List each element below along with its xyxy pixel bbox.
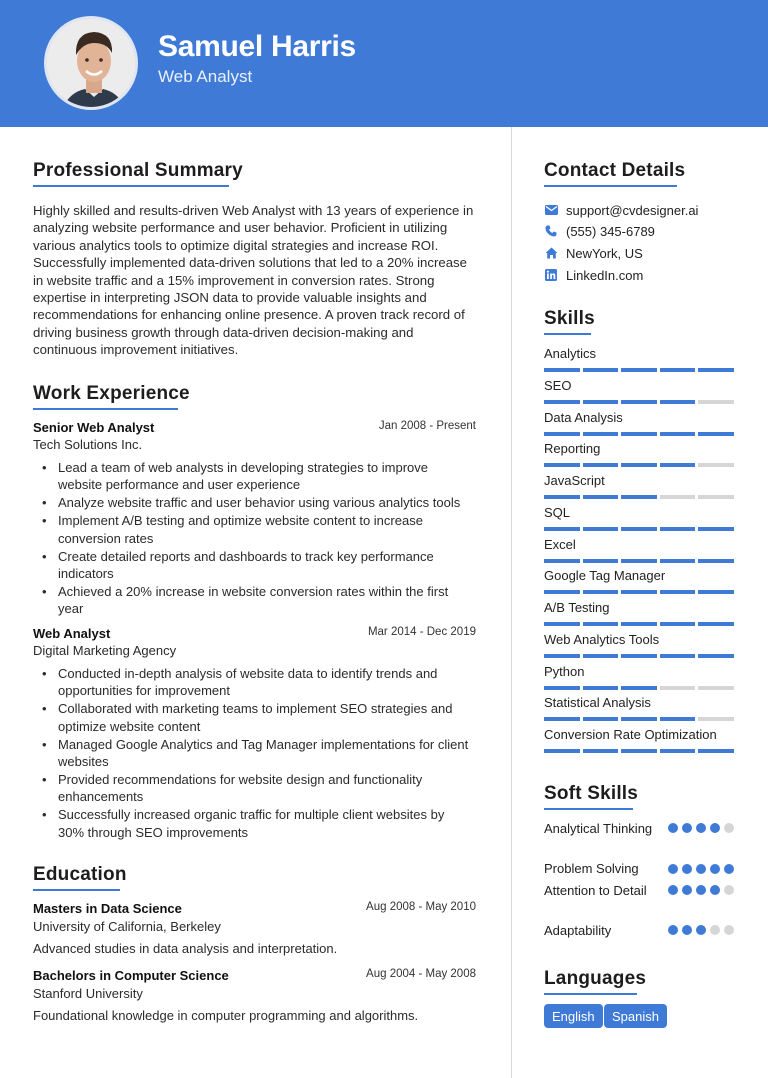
skill-name: JavaScript — [544, 473, 605, 488]
skill-level-bar — [544, 463, 734, 467]
skill-level-segment — [583, 463, 619, 467]
skill-level-bar — [544, 622, 734, 626]
rating-dot — [696, 925, 706, 935]
skill-level-segment — [621, 432, 657, 436]
skill-level-segment — [544, 590, 580, 594]
rating-dot — [682, 925, 692, 935]
skill-level-bar — [544, 749, 734, 753]
contact-phone-text: (555) 345-6789 — [566, 223, 655, 239]
skill-level-segment — [621, 400, 657, 404]
soft-skill-name: Analytical Thinking — [544, 821, 653, 836]
skill-level-segment — [621, 495, 657, 499]
skill-level-segment — [621, 463, 657, 467]
education-heading: Education — [33, 864, 127, 885]
summary-heading: Professional Summary — [33, 160, 243, 181]
job-bullets — [42, 459, 472, 618]
skill-level-segment — [660, 622, 696, 626]
skill-name: Reporting — [544, 441, 601, 456]
avatar — [44, 16, 138, 110]
skill-name: Web Analytics Tools — [544, 632, 660, 647]
rating-dot — [696, 823, 706, 833]
contact-linkedin-text: LinkedIn.com — [566, 267, 644, 283]
skill-level-segment — [583, 400, 619, 404]
rating-dot — [696, 885, 706, 895]
skills-heading: Skills — [544, 308, 595, 329]
job-date: Jan 2008 - Present — [378, 420, 476, 432]
job-date: Mar 2014 - Dec 2019 — [367, 626, 476, 638]
skill-level-segment — [544, 432, 580, 436]
soft-skill-name: Adaptability — [544, 923, 612, 938]
skill-level-segment — [698, 654, 734, 658]
skill-level-segment — [621, 654, 657, 658]
skill-name: Analytics — [544, 346, 597, 361]
education-description: Foundational knowledge in computer programming and algorithms. — [33, 1008, 419, 1023]
skill-level-segment — [583, 622, 619, 626]
skill-level-bar — [544, 559, 734, 563]
rating-dot — [724, 925, 734, 935]
soft-skills-heading: Soft Skills — [544, 783, 639, 804]
skill-level-bar — [544, 686, 734, 690]
summary-underline — [33, 185, 229, 187]
skill-level-bar — [544, 654, 734, 658]
skill-level-segment — [583, 432, 619, 436]
rating-dot — [724, 823, 734, 833]
skill-level-segment — [621, 527, 657, 531]
job-bullet: • Successfully increased organic traffic for multiple client websites by 30% through SEO improvements — [42, 806, 472, 841]
soft-skills-underline — [544, 808, 633, 810]
skill-level-segment — [698, 749, 734, 753]
skill-level-segment — [544, 749, 580, 753]
skill-level-segment — [660, 749, 696, 753]
skill-level-segment — [583, 717, 619, 721]
job-company: Digital Marketing Agency — [33, 643, 177, 658]
skill-level-segment — [544, 368, 580, 372]
skill-level-segment — [660, 717, 696, 721]
rating-dot — [682, 864, 692, 874]
job-bullet: • Achieved a 20% increase in website conversion rates within the first year — [42, 583, 472, 618]
resume-header — [0, 0, 768, 127]
soft-skill-rating — [668, 864, 734, 874]
soft-skill-rating — [668, 925, 734, 935]
skill-level-segment — [660, 400, 696, 404]
contact-linkedin[interactable] — [544, 266, 643, 284]
rating-dot — [668, 823, 678, 833]
skill-level-segment — [544, 654, 580, 658]
languages-heading: Languages — [544, 968, 647, 989]
education-underline — [33, 889, 120, 891]
contact-heading: Contact Details — [544, 160, 686, 181]
skill-level-segment — [621, 717, 657, 721]
job-bullet: • Create detailed reports and dashboards to track key performance indicators — [42, 548, 472, 583]
skill-level-bar — [544, 527, 734, 531]
skill-level-segment — [621, 559, 657, 563]
language-tag: Spanish — [604, 1004, 667, 1028]
job-title: Web Analyst — [33, 626, 111, 641]
job-bullet: • Collaborated with marketing teams to implement SEO strategies and optimize website content — [42, 700, 472, 735]
skill-level-bar — [544, 590, 734, 594]
skill-level-segment — [544, 717, 580, 721]
skill-level-segment — [660, 559, 696, 563]
rating-dot — [682, 885, 692, 895]
skill-level-segment — [660, 654, 696, 658]
job-bullet: • Provided recommendations for website design and functionality enhancements — [42, 771, 472, 806]
job-title: Senior Web Analyst — [33, 420, 155, 435]
email-icon — [544, 203, 558, 217]
home-icon — [544, 246, 558, 260]
experience-underline — [33, 408, 178, 410]
skill-name: SQL — [544, 505, 571, 520]
skill-name: SEO — [544, 378, 572, 393]
skill-level-segment — [698, 590, 734, 594]
skill-level-segment — [698, 432, 734, 436]
skill-level-segment — [698, 400, 734, 404]
summary-text: Highly skilled and results-driven Web Analyst with 13 years of experience in analyzing website performance and user behavior. Proficient in utilizing various analytics tools to optimize digital strategies and increase ROI. Successfully implemented data-driven solutions that led to a 20% increase in website traffic and a 15% improvement in conversion rates. Strong expertise in interpreting JSON data to provide valuable insights and recommendations for enhancing online presence. A proven track record of driving business growth through data-driven decision-making and continuous improvement initiatives. — [33, 203, 474, 358]
contact-location-text: NewYork, US — [566, 245, 643, 261]
skill-level-segment — [698, 495, 734, 499]
skill-level-segment — [544, 400, 580, 404]
soft-skill-name: Attention to Detail — [544, 883, 647, 898]
languages-underline — [544, 993, 637, 995]
job-bullet: • Conducted in-depth analysis of website data to identify trends and opportunities for improvement — [42, 665, 472, 700]
contact-email[interactable] — [544, 201, 698, 219]
skill-level-segment — [698, 559, 734, 563]
skill-level-segment — [544, 495, 580, 499]
skill-level-bar — [544, 400, 734, 404]
skill-level-segment — [698, 622, 734, 626]
skill-level-segment — [660, 368, 696, 372]
rating-dot — [682, 823, 692, 833]
skill-level-segment — [698, 463, 734, 467]
education-date: Aug 2004 - May 2008 — [366, 968, 476, 980]
contact-underline — [544, 185, 677, 187]
skill-level-segment — [621, 749, 657, 753]
skill-name: Excel — [544, 537, 576, 552]
skill-level-segment — [621, 622, 657, 626]
degree-title: Masters in Data Science — [33, 901, 182, 916]
rating-dot — [668, 885, 678, 895]
contact-phone[interactable] — [544, 222, 655, 240]
rating-dot — [710, 823, 720, 833]
skill-level-segment — [583, 495, 619, 499]
skill-level-bar — [544, 368, 734, 372]
skill-name: Python — [544, 664, 585, 679]
skill-level-segment — [583, 590, 619, 594]
job-bullet: • Analyze website traffic and user behavior using various analytics tools — [42, 494, 472, 511]
rating-dot — [710, 885, 720, 895]
skill-level-segment — [660, 432, 696, 436]
column-divider — [511, 127, 512, 1078]
skill-name: Conversion Rate Optimization — [544, 727, 717, 742]
linkedin-icon — [544, 268, 558, 282]
profile-photo — [47, 19, 138, 110]
skill-name: Data Analysis — [544, 410, 623, 425]
skill-name: Statistical Analysis — [544, 695, 651, 710]
skill-name: A/B Testing — [544, 600, 610, 615]
soft-skill-name: Problem Solving — [544, 861, 639, 876]
contact-location — [544, 244, 643, 262]
skill-level-bar — [544, 495, 734, 499]
skill-level-segment — [544, 463, 580, 467]
skill-level-segment — [583, 559, 619, 563]
skill-level-segment — [583, 368, 619, 372]
phone-icon — [544, 224, 558, 238]
skill-level-bar — [544, 432, 734, 436]
skill-level-segment — [544, 559, 580, 563]
school-name: Stanford University — [33, 986, 143, 1001]
experience-heading: Work Experience — [33, 383, 190, 404]
school-name: University of California, Berkeley — [33, 919, 221, 934]
job-bullet: • Managed Google Analytics and Tag Manager implementations for client websites — [42, 736, 472, 771]
rating-dot — [710, 925, 720, 935]
soft-skill-rating — [668, 885, 734, 895]
skill-level-segment — [698, 527, 734, 531]
candidate-name: Samuel Harris — [158, 30, 356, 63]
rating-dot — [668, 925, 678, 935]
skill-level-segment — [621, 368, 657, 372]
skill-level-segment — [544, 686, 580, 690]
skill-level-segment — [660, 590, 696, 594]
language-tag: English — [544, 1004, 603, 1028]
skill-level-segment — [660, 463, 696, 467]
job-bullet: • Implement A/B testing and optimize website content to increase conversion rates — [42, 512, 472, 547]
skill-level-segment — [621, 686, 657, 690]
rating-dot — [696, 864, 706, 874]
job-bullet: • Lead a team of web analysts in developing strategies to improve website performance and user experience — [42, 459, 472, 494]
education-description: Advanced studies in data analysis and interpretation. — [33, 941, 338, 956]
skill-level-segment — [583, 749, 619, 753]
skill-level-segment — [698, 368, 734, 372]
skill-level-segment — [544, 622, 580, 626]
rating-dot — [724, 885, 734, 895]
education-date: Aug 2008 - May 2010 — [366, 901, 476, 913]
skill-level-segment — [698, 686, 734, 690]
skill-level-segment — [698, 717, 734, 721]
candidate-title: Web Analyst — [158, 67, 253, 86]
skill-level-segment — [621, 590, 657, 594]
skill-name: Google Tag Manager — [544, 568, 666, 583]
skill-level-segment — [583, 527, 619, 531]
job-bullets — [42, 665, 472, 842]
skill-level-segment — [583, 686, 619, 690]
skill-level-segment — [660, 527, 696, 531]
rating-dot — [724, 864, 734, 874]
job-company: Tech Solutions Inc. — [33, 437, 143, 452]
degree-title: Bachelors in Computer Science — [33, 968, 229, 983]
skills-underline — [544, 333, 591, 335]
skill-level-segment — [583, 654, 619, 658]
skill-level-segment — [660, 686, 696, 690]
contact-email-text: support@cvdesigner.ai — [566, 202, 699, 218]
skill-level-bar — [544, 717, 734, 721]
skill-level-segment — [544, 527, 580, 531]
rating-dot — [668, 864, 678, 874]
skill-level-segment — [660, 495, 696, 499]
soft-skill-rating — [668, 823, 734, 833]
rating-dot — [710, 864, 720, 874]
